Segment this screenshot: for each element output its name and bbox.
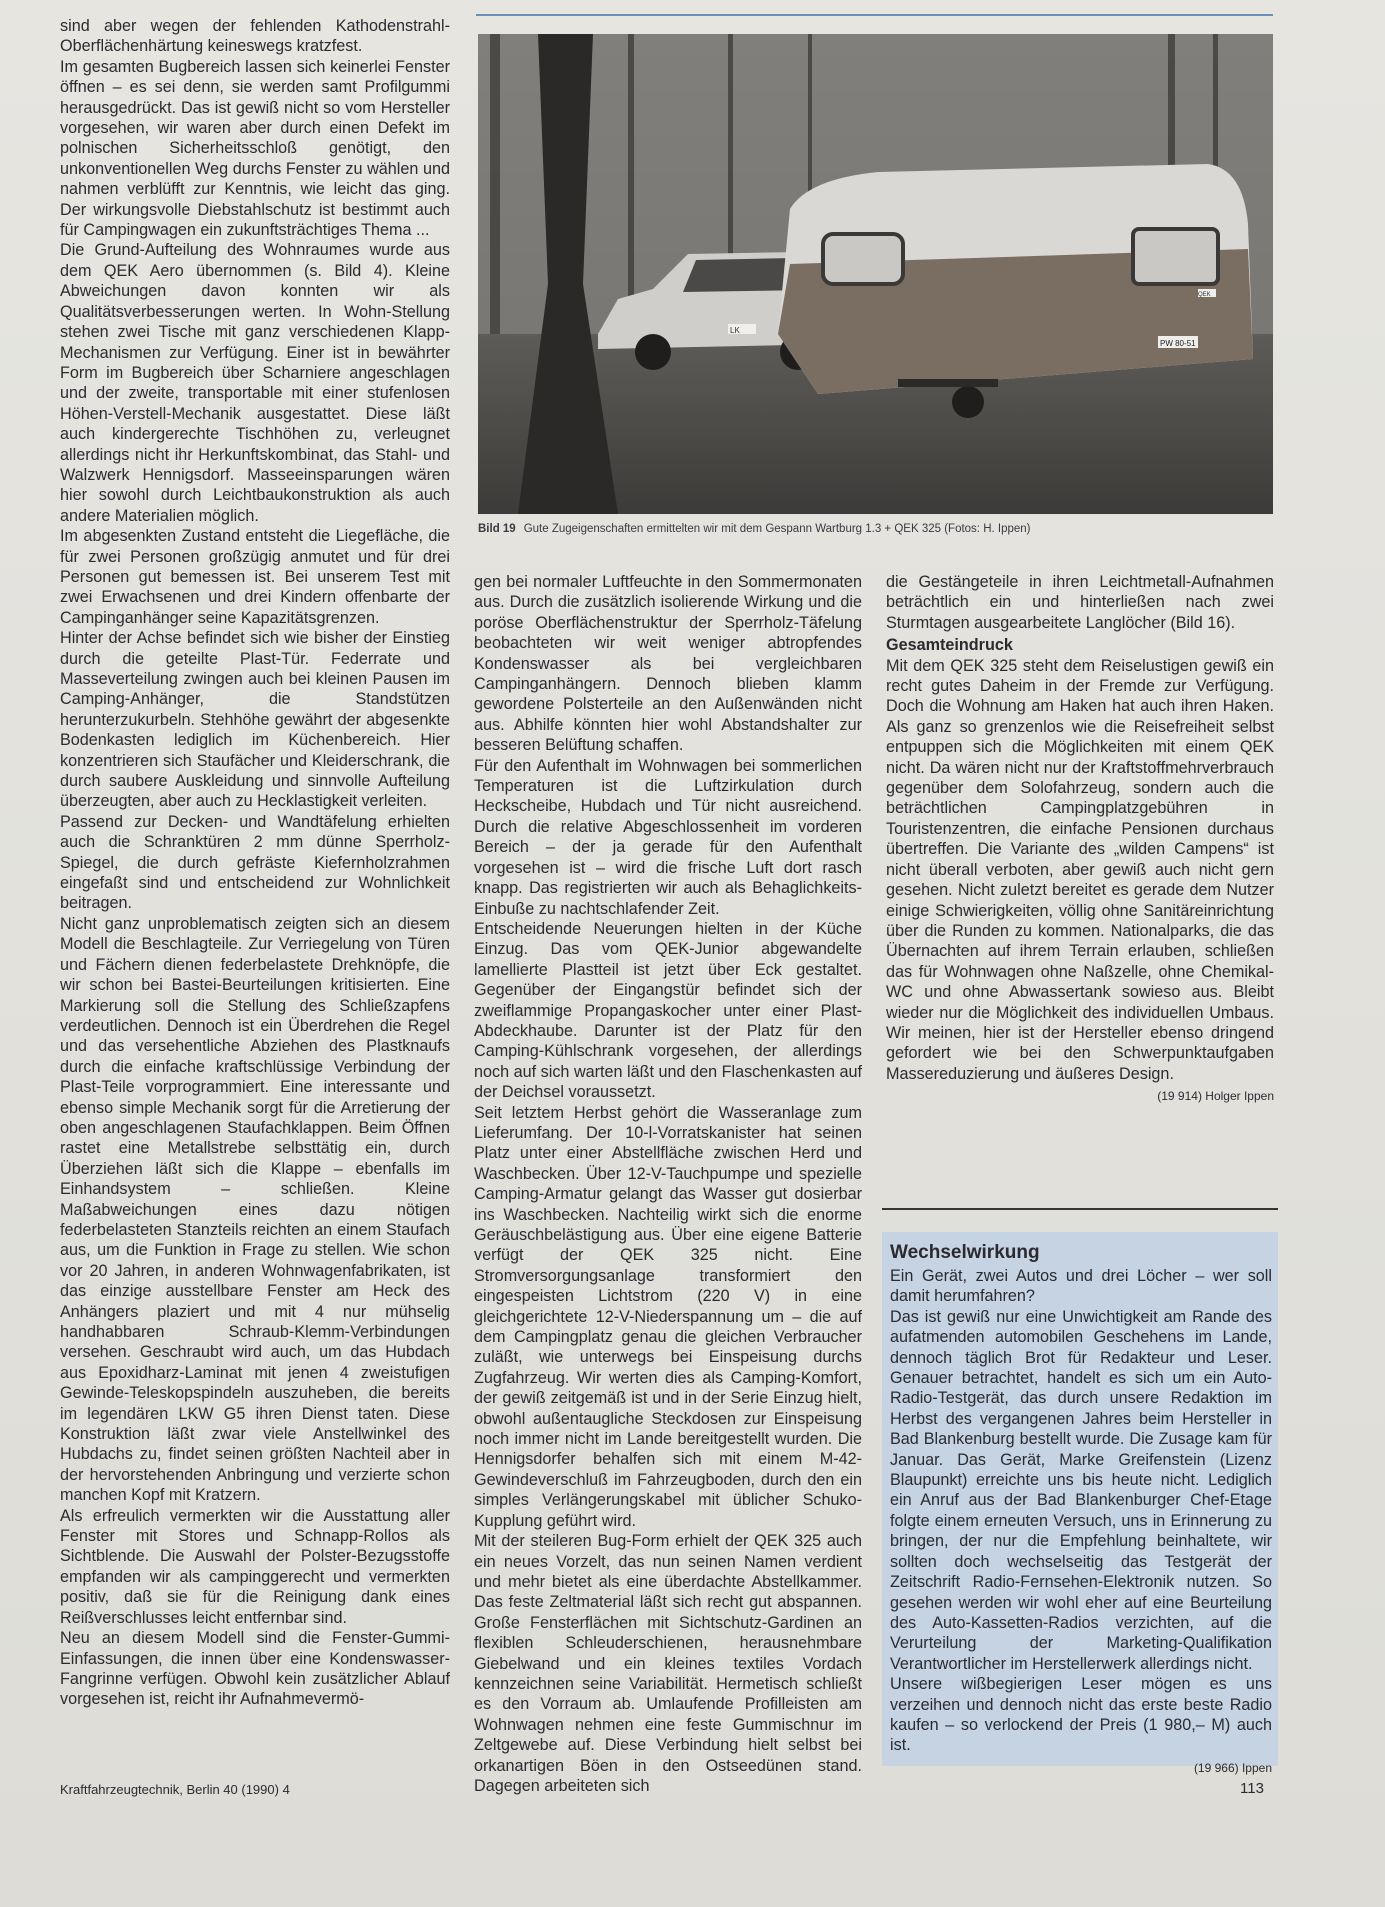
paragraph: Für den Aufenthalt im Wohnwagen bei sommerlichen Temperaturen ist die Luftzirkulation durch Heckscheibe, Hubdach und Tür nicht ausreichend. Durch die relative Abgeschlossenheit im vorderen Bereich – der ja gerade für den Aufenthalt vorgesehen ist – wird die frische Luft dort rasch knapp. Das registrierten wir auch als Behaglichkeits-Einbuße zu nachtschlafender Zeit. xyxy=(474,756,862,918)
article-signature: (19 914) Holger Ippen xyxy=(1157,1089,1274,1104)
caption-label: Bild 19 xyxy=(478,523,516,535)
article-column-3 xyxy=(886,572,1274,1107)
paragraph: gen bei normaler Luftfeuchte in den Sommermonaten aus. Durch die zusätzlich isolierende Wirkung und die poröse Oberflächenstruktur der Sperrholz-Täfelung beobachteten wir weit weniger abtropfendes Kondenswasser als bei vergleichbaren Campinganhängern. Dennoch blieben klamm gewordene Polsterteile an den Außenwänden nicht aus. Abhilfe könnten hier wohl Abstandshalter zur besseren Belüftung schaffen. xyxy=(474,573,862,755)
paragraph: Passend zur Decken- und Wandtäfelung erhielten auch die Schranktüren 2 mm dünne Sperrholz-Spiegel, die durch gefräste Kiefernholzrahmen eingefaßt sind und entscheidend zur Wohnlichkeit beitragen. xyxy=(60,812,450,913)
section-heading: Gesamteindruck xyxy=(886,636,1013,655)
paragraph: Mit der steileren Bug-Form erhielt der QEK 325 auch ein neues Vorzelt, das nun seinen Namen verdient und mehr bietet als eine überdachte Abstellkammer. Das feste Zeltmaterial läßt sich recht gut abspannen. Große Fensterflächen mit Sichtschutz-Gardinen an flexiblen Schleuderschienen, herausnehmbare Giebelwand und ein kleines textiles Vordach kennzeichnen seine Variabilität. Hermetisch schließt es den Vorraum ab. Umlaufende Profilleisten am Wohnwagen nehmen eine feste Gummischnur im Zeltgewebe auf. Diese Verbindung hielt selbst bei orkanartigen Böen in den Ostseedünen stand. Dagegen arbeiteten sich xyxy=(474,1532,862,1795)
caption-text: Gute Zugeigenschaften ermittelten wir mit dem Gespann Wartburg 1.3 + QEK 325 (Fotos: H. Ippen) xyxy=(523,523,1031,535)
sidebar-top-rule xyxy=(882,1208,1278,1210)
trailer-plate: PW 80-51 xyxy=(1160,339,1196,348)
car-plate: LK xyxy=(730,326,740,335)
paragraph: Im abgesenkten Zustand entsteht die Liegefläche, die für zwei Personen großzügig anmutet und für drei Personen gut bemessen ist. Bei unserem Test mit zwei Erwachsenen und drei Kindern offenbarte der Campinganhänger seine Kapazitätsgrenzen. xyxy=(60,527,450,627)
article-column-2 xyxy=(474,572,862,1796)
sidebar-paragraph: Unsere wißbegierigen Leser mögen es uns verzeihen und dennoch nicht das erste beste Radio kaufen – so verlockend der Preis (1 980,– M) auch ist. xyxy=(890,1675,1272,1755)
top-rule xyxy=(476,14,1273,16)
paragraph: Im gesamten Bugbereich lassen sich keinerlei Fenster öffnen – es sei denn, sie werden samt Profilgummi herausgedrückt. Das ist gewiß nicht so vom Hersteller vorgesehen, wir waren aber durch einen Defekt im polnischen Sicherheitsschloß genötigt, den unkonventionellen Weg durchs Fenster zu wählen und nahmen verblüfft zur Kenntnis, wie leicht das ging. Der wirkungsvolle Diebstahlschutz ist bestimmt auch für Campingwagen ein zukunftsträchtiges Thema ... xyxy=(60,57,450,240)
sidebar-title: Wechselwirkung xyxy=(890,1242,1040,1263)
caravan-photo xyxy=(478,34,1273,514)
paragraph: Mit dem QEK 325 steht dem Reiselustigen gewiß ein recht gutes Daheim in der Fremde zur Verfügung. Doch die Wohnung am Haken hat auch ihren Haken. Als ganz so grenzenlos wie die Reisefreiheit selbst entpuppen sich die Möglichkeiten mit einem QEK nicht. Da wären nicht nur der Kraftstoffmehrverbrauch gegenüber dem Solofahrzeug, sondern auch die beträchtlichen Campingplatzgebühren in Touristenzentren, die einfache Pensionen durchaus übertreffen. Die Variante des „wilden Campens“ ist nicht überall verboten, aber gewiß auch nicht gern gesehen. Nicht zuletzt bereitet es gerade dem Nutzer einige Schwierigkeiten, völlig ohne Sanitäreinrichtung über die Runden zu kommen. Nationalparks, die das Übernachten auf ihrem Terrain erlauben, schließen das für Wohnwagen ohne Naßzelle, ohne Chemikal-WC und ohne Abwassertank sowieso aus. Bleibt wieder nur die Möglichkeit des individuellen Umbaus. Wir meinen, hier ist der Hersteller ebenso dringend gefordert wie bei den Schwerpunktaufgaben Massereduzierung und äußeres Design. xyxy=(886,656,1274,1083)
paragraph: die Gestängeteile in ihren Leichtmetall-Aufnahmen beträchtlich ein und hinterließen nach zwei Sturmtagen ausgearbeitete Langlöcher (Bild 16). xyxy=(886,573,1274,632)
paragraph: Die Grund-Aufteilung des Wohnraumes wurde aus dem QEK Aero übernommen (s. Bild 4). Kleine Abweichungen davon konnten wir als Qualitätsverbesserungen werten. In Wohn-Stellung stehen zwei Tische mit ganz verschiedenen Klapp-Mechanismen zur Verfügung. Einer ist in bewährter Form im Bugbereich über Scharniere angeschlagen und der zweite, transportable mit einer stufenlosen Höhen-Verstell-Mechanik ausgestattet. Diese läßt auch kindergerechte Tischhöhen zu, verleugnet allerdings nicht ihr Herkunftskombinat, das Stahl- und Walzwerk Hennigsdorf. Masseeinsparungen wären hier sowohl durch Leichtbaukonstruktion als auch andere Materialien möglich. xyxy=(60,241,450,525)
photo-caption xyxy=(478,523,1273,535)
paragraph: sind aber wegen der fehlenden Kathodenstrahl-Oberflächenhärtung keineswegs kratzfest. xyxy=(60,17,450,56)
paragraph: Nicht ganz unproblematisch zeigten sich an diesem Modell die Beschlagteile. Zur Verriegelung von Türen und Fächern dienen federbelastete Drehknöpfe, die wir schon bei Bastei-Beurteilungen kritisierten. Eine Markierung soll die Stellung des Schließzapfens verdeutlichen. Dennoch ist ein Überdrehen die Regel und das versehentliche Abziehen des Plastknaufs durch die einfache kraftschlüssige Verbindung der Plast-Teile vorprogrammiert. Eine interessante und ebenso simple Mechanik sorgt für die Arretierung der oben angeschlagenen Staufachklappen. Beim Öffnen rastet eine Metallstrebe selbsttätig ein, durch Überziehen läßt sich die Klappe – ebenfalls im Einhandsystem – schließen. Kleine Maßabweichungen eines dazu nötigen federbelasteten Stanzteils reichten an einem Staufach aus, um die Funktion in Frage zu stellen. Wie schon vor 20 Jahren, in anderen Wohnwagenfabrikaten, ist das einzige ausstellbare Fenster am Heck des Anhängers plaziert und mit 4 nur mühselig handhabbaren Schraub-Klemm-Verbindungen versehen. Geschraubt wird auch, um das Hubdach aus Epoxidharz-Laminat mit jenen 4 zweistufigen Gewinde-Teleskopspindeln auszuheben, die bereits im legendären LKW G5 ihren Dienst taten. Diese Konstruktion läßt zwar viele Anstellwinkel des Hubdachs zu, findet seinen größten Nachteil aber in der hervorstehenden Anbringung und verzierte schon manchen Kopf mit Kratzern. xyxy=(60,914,450,1505)
paragraph: Neu an diesem Modell sind die Fenster-Gummi-Einfassungen, die innen über eine Kondenswasser-Fangrinne verfügen. Obwohl kein zusätzlicher Ablauf vorgesehen ist, reicht ihr Aufnahmevermö- xyxy=(60,1629,450,1709)
sidebar-signature: (19 966) Ippen xyxy=(1193,1760,1272,1775)
caravan-photo-drawing xyxy=(478,34,1273,514)
paragraph: Seit letztem Herbst gehört die Wasseranlage zum Lieferumfang. Der 10-l-Vorratskanister hat seinen Platz unter einer Abstellfläche zwischen Herd und Waschbecken. Über 12-V-Tauchpumpe und spezielle Camping-Armatur gelangt das Wasser gut dosierbar ins Waschbecken. Nachteilig wirkt sich die enorme Geräuschbelästigung aus. Über eine eigene Batterie verfügt der QEK 325 nicht. Eine Stromversorgungsanlage transformiert den eingespeisten Lichtstrom (220 V) in eine gleichgerichtete 12-V-Niederspannung um – die auf dem Campingplatz genau die gleichen Verbraucher zuläßt, wie unterwegs bei Einspeisung durchs Zugfahrzeug. Wir werten dies als Camping-Komfort, der gewiß zeitgemäß ist und in der Serie Einzug hielt, obwohl außentaugliche Steckdosen zur Einspeisung noch immer nicht im Lande bereitgestellt wurden. Die Hennigsdorfer behalfen sich mit einem M-42-Gewindeverschluß im Fahrzeugboden, durch den ein simples Verlängerungskabel mit üblicher Schuko-Kupplung geführt wird. xyxy=(474,1103,862,1530)
sidebar-box xyxy=(882,1232,1278,1775)
page-number: 113 xyxy=(1240,1780,1264,1797)
paragraph: Entscheidende Neuerungen hielten in der Küche Einzug. Das vom QEK-Junior abgewandelte lamellierte Plastteil ist jetzt über Eck gestaltet. Gegenüber der Eingangstür befindet sich der zweiflammige Propangaskocher unter einer Plast-Abdeckhaube. Darunter ist der Platz für den Camping-Kühlschrank vorgesehen, der allerdings noch auf sich warten läßt und den Flaschenkasten auf der Deichsel voraussetzt. xyxy=(474,919,862,1102)
sidebar-paragraph: Ein Gerät, zwei Autos und drei Löcher – wer soll damit herumfahren? xyxy=(890,1267,1272,1306)
trailer-badge: QEK xyxy=(1198,292,1211,298)
paragraph: Hinter der Achse befindet sich wie bisher der Einstieg durch die geteilte Plast-Tür. Federrate und Masseverteilung zwingen auch bei kleinen Pausen im Camping-Anhänger, die Standstützen herunterzukurbeln. Stehhöhe gewährt der abgesenkte Bodenkasten lediglich im Küchenbereich. Hier konzentrieren sich Staufächer und Kleiderschrank, die durch saubere Auskleidung und sinnvolle Aufteilung überzeugten, aber auch zu Hecklastigkeit verleiten. xyxy=(60,629,450,811)
paragraph: Als erfreulich vermerkten wir die Ausstattung aller Fenster mit Stores und Schnapp-Rollos als Sichtblende. Die Auswahl der Polster-Bezugsstoffe empfanden wir als campinggerecht und vermerkten positiv, daß sie für die Reinigung dank eines Reißverschlusses leicht entfernbar sind. xyxy=(60,1506,450,1627)
journal-footer: Kraftfahrzeugtechnik, Berlin 40 (1990) 4 xyxy=(60,1782,290,1797)
sidebar-paragraph: Das ist gewiß nur eine Unwichtigkeit am Rande des aufatmenden automobilen Geschehens im Lande, dennoch täglich Brot für Redakteur und Leser. Genauer betrachtet, handelt es sich um ein Auto-Radio-Testgerät, das durch unsere Redaktion im Herbst des vergangenen Jahres beim Hersteller in Bad Blankenburg bestellt wurde. Die Zusage kam für Januar. Das Gerät, Marke Greifenstein (Lizenz Blaupunkt) erreichte uns bis heute nicht. Lediglich ein Anruf aus der Bad Blankenburger Chef-Etage folgte einem erneuten Versuch, uns in Erinnerung zu bringen, der nur die Empfehlung beinhaltete, wir sollten doch wechselseitig das Testgerät der Zeitschrift Radio-Fernsehen-Elektronik nutzen. So gesehen werden wir wohl eher auf eine Beurteilung des Auto-Kassetten-Radios verzichten, auf die Verurteilung der Marketing-Qualifikation Verantwortlicher im Herstellerwerk allerdings nicht. xyxy=(890,1307,1272,1673)
article-column-1 xyxy=(60,16,450,1710)
